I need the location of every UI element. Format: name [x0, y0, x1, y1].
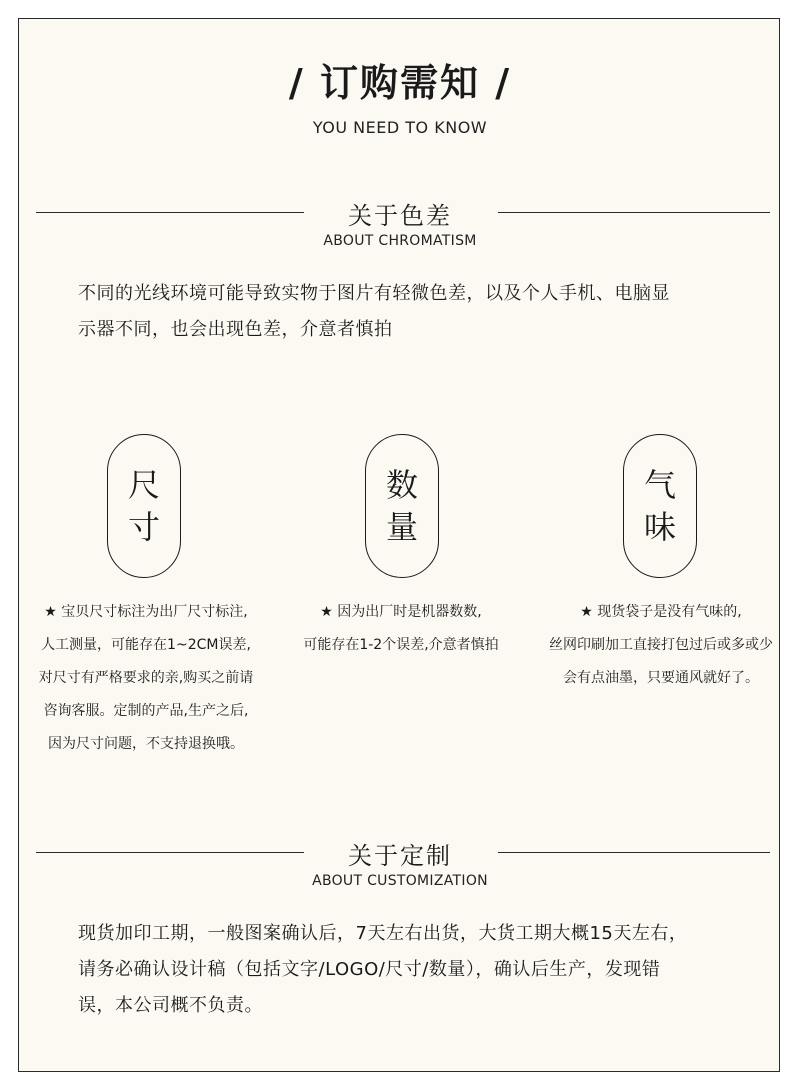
customization-paragraph: [78, 916, 730, 1024]
section-subtitle-customization: ABOUT CUSTOMIZATION: [312, 873, 488, 889]
note-line: ★ 宝贝尺寸标注为出厂尺寸标注,: [44, 604, 248, 620]
chromatism-paragraph: [78, 276, 730, 348]
pill-char: 尺: [127, 466, 160, 504]
note-line: 可能存在1-2个误差,介意者慎拍: [303, 637, 499, 653]
pill-char: 味: [643, 508, 676, 546]
note-line: 因为尺寸问题，不支持退换哦。: [48, 736, 244, 752]
paragraph-line: 误，本公司概不负责。: [78, 995, 263, 1016]
note-line: ★ 现货袋子是没有气味的,: [580, 604, 742, 620]
note-line: 丝网印刷加工直接打包过后或多或少: [549, 637, 773, 653]
note-quantity: [290, 596, 512, 662]
section-subtitle-chromatism: ABOUT CHROMATISM: [323, 233, 477, 249]
paragraph-line: 请务必确认设计稿（包括文字/LOGO/尺寸/数量），确认后生产，发现错: [78, 959, 661, 980]
paragraph-line: 不同的光线环境可能导致实物于图片有轻微色差，以及个人手机、电脑显: [78, 283, 670, 304]
pill-char: 气: [643, 466, 676, 504]
page-subtitle: YOU NEED TO KNOW: [312, 118, 488, 137]
pill-char: 数: [385, 466, 418, 504]
pill-size: [107, 434, 181, 578]
pill-char: 量: [385, 508, 418, 546]
pill-quantity: [365, 434, 439, 578]
note-line: 人工测量，可能存在1~2CM误差,: [41, 637, 251, 653]
note-line: ★ 因为出厂时是机器数数,: [320, 604, 482, 620]
section-title-customization: 关于定制: [348, 842, 452, 870]
note-smell: [536, 596, 786, 695]
pill-char: 寸: [127, 508, 160, 546]
section-title-chromatism: 关于色差: [348, 202, 452, 230]
note-line: 咨询客服。定制的产品,生产之后,: [43, 703, 249, 719]
note-line: 对尺寸有严格要求的亲,购买之前请: [38, 670, 254, 686]
note-size: [36, 596, 256, 761]
note-line: 会有点油墨，只要通风就好了。: [563, 670, 759, 686]
page-title: / 订购需知 /: [288, 61, 512, 105]
paragraph-line: 示器不同，也会出现色差，介意者慎拍: [78, 319, 393, 340]
paragraph-line: 现货加印工期，一般图案确认后，7天左右出货，大货工期大概15天左右，: [78, 923, 688, 944]
pill-smell: [623, 434, 697, 578]
